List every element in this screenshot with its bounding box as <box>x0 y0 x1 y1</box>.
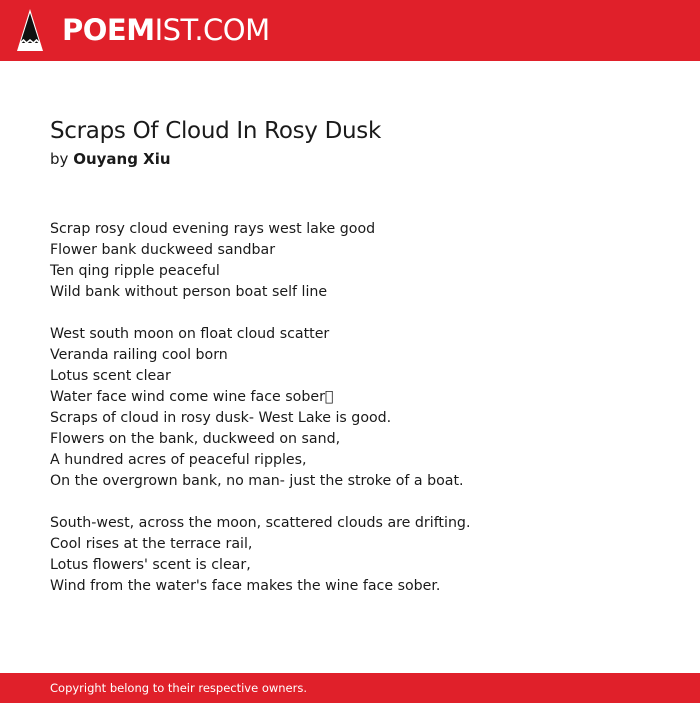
poem-line: Flower bank duckweed sandbar <box>50 242 276 258</box>
poem-line: Veranda railing cool born <box>50 347 228 363</box>
poem-line: South-west, across the moon, scattered clouds are drifting. <box>50 515 471 531</box>
poem-line: A hundred acres of peaceful ripples, <box>50 452 307 468</box>
poem-stanza-3 <box>50 513 680 597</box>
poem-byline <box>50 149 171 169</box>
poem-line: Lotus scent clear <box>50 368 171 384</box>
poem-line: Wild bank without person boat self line <box>50 284 328 300</box>
poem-stanza-2 <box>50 324 680 492</box>
copyright-notice: Copyright belong to their respective owners. <box>50 681 308 695</box>
poem-author: Ouyang Xiu <box>73 150 171 168</box>
poem-line: Cool rises at the terrace rail, <box>50 536 253 552</box>
poem-stanza-1 <box>50 219 680 303</box>
poem-body <box>50 219 680 618</box>
poem-line: Ten qing ripple peaceful <box>50 263 220 279</box>
poem-line: Lotus flowers' scent is clear, <box>50 557 251 573</box>
poem-title: Scraps Of Cloud In Rosy Dusk <box>50 118 381 144</box>
poem-line: Scrap rosy cloud evening rays west lake good <box>50 221 376 237</box>
logo-light-text: IST.COM <box>154 13 270 47</box>
logo-bold-text: POEM <box>62 13 155 47</box>
poem-line: Scraps of cloud in rosy dusk- West Lake is good. <box>50 410 392 426</box>
poem-line: West south moon on float cloud scatter <box>50 326 330 342</box>
poem-line: Wind from the water's face makes the wine face sober. <box>50 578 441 594</box>
by-label: by <box>50 150 69 168</box>
poem-line: On the overgrown bank, no man- just the stroke of a boat. <box>50 473 464 489</box>
poem-line: Water face wind come wine face sober  <box>50 389 334 405</box>
site-header <box>0 0 700 61</box>
poem-line: Flowers on the bank, duckweed on sand, <box>50 431 341 447</box>
site-logo[interactable] <box>62 12 270 48</box>
pencil-icon[interactable] <box>17 9 43 51</box>
site-footer <box>0 673 700 703</box>
